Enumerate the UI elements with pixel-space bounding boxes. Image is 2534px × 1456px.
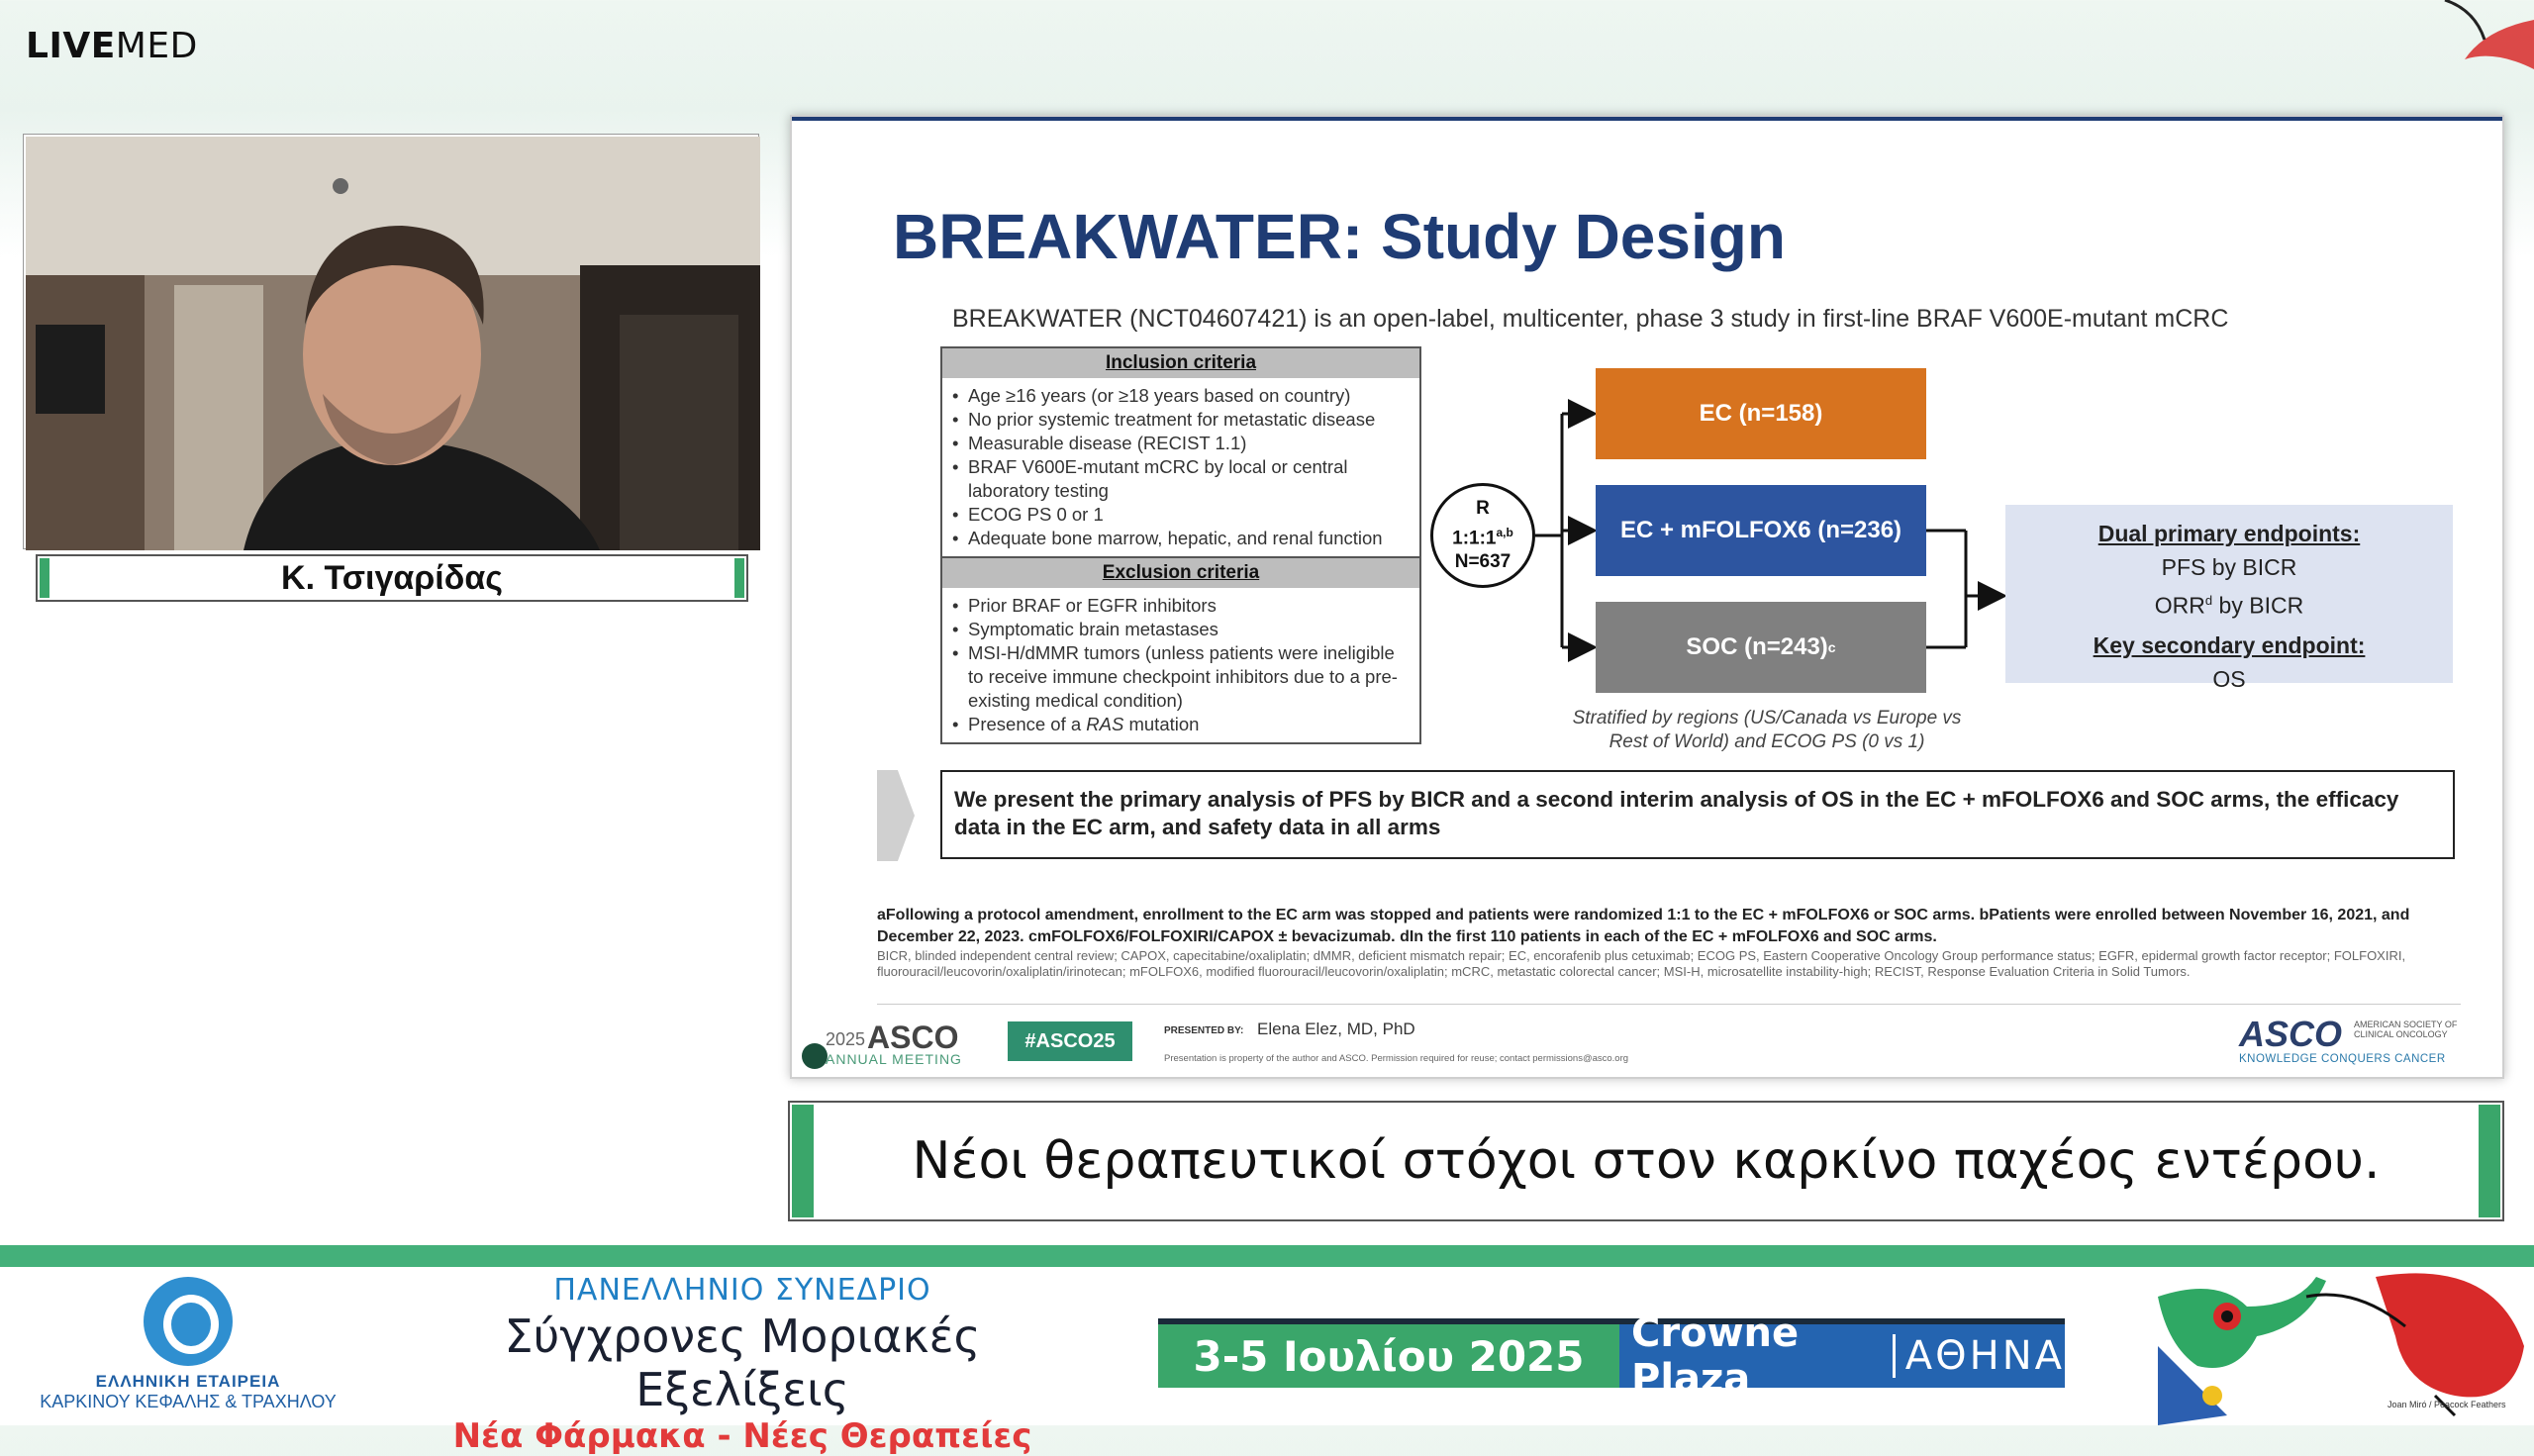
permission-note: Presentation is property of the author and ASCO. Permission required for reuse; contact permissions@asco.org xyxy=(1164,1053,1629,1064)
list-item: • ECOG PS 0 or 1 xyxy=(952,503,1413,527)
primary-endpoints-header: Dual primary endpoints: xyxy=(2097,521,2361,546)
livemed-logo: LIVEMED xyxy=(26,26,198,66)
asco-meeting-icon xyxy=(802,1043,828,1069)
list-item: • Symptomatic brain metastases xyxy=(952,618,1413,641)
statement-box: We present the primary analysis of PFS by BICR and a second interim analysis of OS in the EC + mFOLFOX6 and SOC arms, the efficacy data in the EC arm, and safety data in all arms xyxy=(940,770,2455,859)
secondary-endpoint: OS xyxy=(2212,665,2246,692)
conference-dates: 3-5 Ιουλίου 2025 xyxy=(1158,1318,1619,1388)
presenter-name: Elena Elez, MD, PhD xyxy=(1257,1019,1415,1038)
banner-stripe xyxy=(0,1245,2534,1267)
slide-footer-divider xyxy=(877,1004,2461,1005)
asco-logo: ASCO AMERICAN SOCIETY OF CLINICAL ONCOLOGY KNOWLEDGE CONQUERS CANCER xyxy=(2239,1014,2458,1065)
inclusion-header: Inclusion criteria xyxy=(942,348,1419,378)
arm-ec-mfolfox6: EC + mFOLFOX6 (n=236) xyxy=(1596,485,1926,576)
slide-subtitle: BREAKWATER (NCT04607421) is an open-label, multicenter, phase 3 study in first-line BRAF V600E-mutant mCRC xyxy=(952,305,2229,333)
footnote: aFollowing a protocol amendment, enrollment to the EC arm was stopped and patients were randomized 1:1 to the EC + mFOLFOX6 or SOC arms. bPatients were enrolled between November 16, 2021, and December 22, 2023. cmFOLFOX6/FOLFOXIRI/CAPOX ± bevacizumab. dIn the first 110 patients in each of the EC + mFOLFOX6 and SOC arms. xyxy=(877,907,2410,945)
presentation-slide xyxy=(790,115,2504,1079)
list-item: • Measurable disease (RECIST 1.1) xyxy=(952,432,1413,455)
list-item: • No prior systemic treatment for metastatic disease xyxy=(952,408,1413,432)
endpoints-box xyxy=(2005,505,2453,692)
speaker-video[interactable] xyxy=(24,135,758,548)
list-item: • Prior BRAF or EGFR inhibitors xyxy=(952,594,1413,618)
list-item: • Age ≥16 years (or ≥18 years based on country) xyxy=(952,384,1413,408)
arm-soc: SOC (n=243) c xyxy=(1596,602,1926,693)
list-item: • Presence of a RAS mutation xyxy=(952,713,1413,736)
abbreviations: BICR, blinded independent central review; CAPOX, capecitabine/oxaliplatin; dMMR, deficient mismatch repair; EC, encorafenib plus cetuximab; ECOG PS, Eastern Cooperative Oncology Group performance status; EGFR, epidermal growth factor receptor; FOLFOXIRI, fluorouracil/leucovorin/oxaliplatin/irinotecan; mFOLFOX6, modified fluorouracil/leucovorin/oxaliplatin; mCRC, metastatic colorectal cancer; MSI-H, microsatellite instability-high; RECIST, Response Evaluation Criteria in Solid Tumors. xyxy=(877,948,2406,979)
conference-banner xyxy=(0,1267,2534,1456)
society-icon xyxy=(144,1277,233,1366)
society-logo: ΕΛΛΗΝΙΚΗ ΕΤΑΙΡΕΙΑ ΚΑΡΚΙΝΟΥ ΚΕΦΑΛΗΣ & ΤΡΑΧΗΛΟΥ xyxy=(20,1277,356,1425)
list-item: • BRAF V600E-mutant mCRC by local or central laboratory testing xyxy=(952,455,1413,503)
list-item: • MSI-H/dMMR tumors (unless patients were ineligible to receive immune checkpoint inhibitors due to a pre-existing medical condition) xyxy=(952,641,1413,713)
speaker-name: Κ. Τσιγαρίδας xyxy=(36,554,748,602)
asco-annual-meeting-logo: 2025 ASCO ANNUAL MEETING xyxy=(802,1019,980,1069)
primary-endpoint: ORR$^d$ by BICR xyxy=(2154,592,2304,619)
arm-ec: EC (n=158) xyxy=(1596,368,1926,459)
list-item: • Adequate bone marrow, hepatic, and renal function xyxy=(952,527,1413,550)
randomization-node: R 1:1:1$^{a,b}$ N=637 xyxy=(1430,483,1535,588)
conference-title: ΠΑΝΕΛΛΗΝΙΟ ΣΥΝΕΔΡΙΟ Σύγχρονες Μοριακές Εξελίξεις Νέα Φάρμακα - Νέες Θεραπείες xyxy=(452,1273,1032,1456)
primary-endpoint: PFS by BICR xyxy=(2161,554,2297,580)
presented-by-label: PRESENTED BY: xyxy=(1164,1025,1244,1036)
topic-caption: Νέοι θεραπευτικοί στόχοι στον καρκίνο παχέος εντέρου. xyxy=(788,1101,2504,1221)
slide-title: BREAKWATER: Study Design xyxy=(893,201,1786,272)
secondary-endpoint-header: Key secondary endpoint: xyxy=(2093,631,2366,658)
exclusion-header: Exclusion criteria xyxy=(942,556,1419,588)
hashtag-badge: #ASCO25 xyxy=(1008,1021,1132,1061)
conference-venue: Crowne Plaza ΑΘΗΝΑ xyxy=(1619,1318,2065,1388)
artwork-caption: Joan Miró / Peacock Feathers xyxy=(2388,1400,2506,1409)
stratification-note: Stratified by regions (US/Canada vs Europe vs Rest of World) and ECOG PS (0 vs 1) xyxy=(1572,708,1962,752)
speaker-video-frame xyxy=(26,137,760,550)
